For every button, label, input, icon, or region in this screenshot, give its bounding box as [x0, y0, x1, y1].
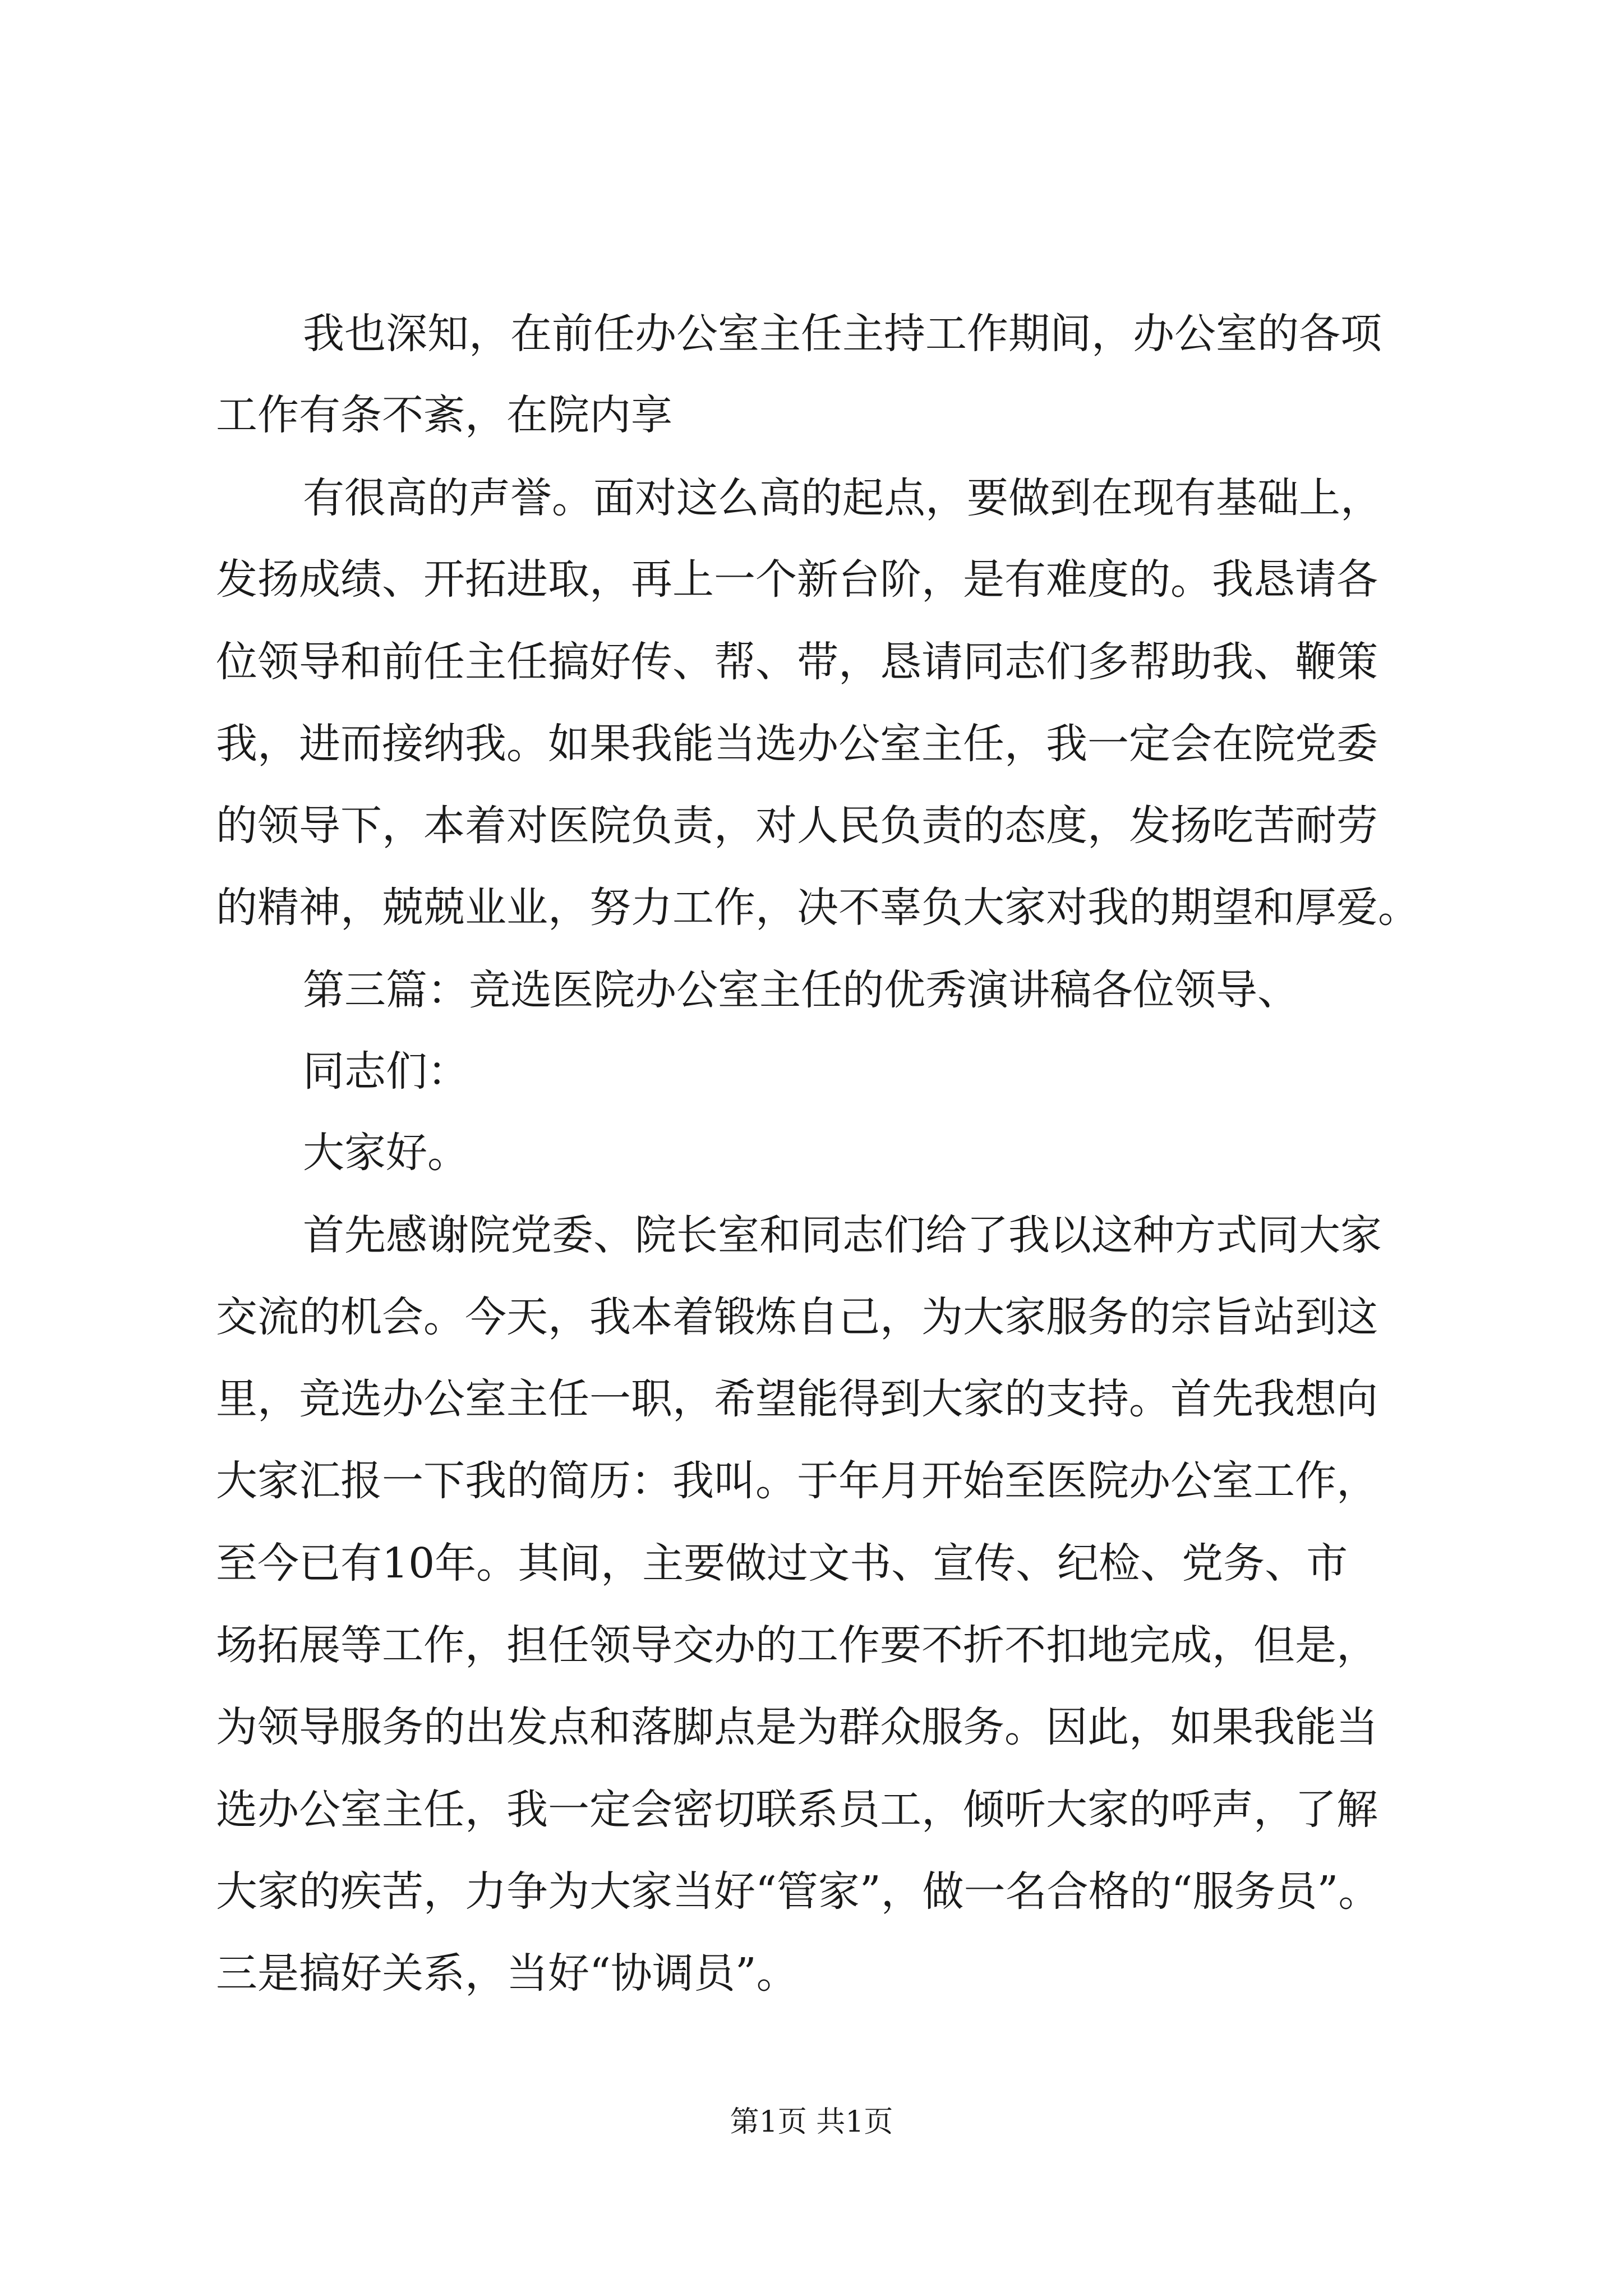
- paragraph-line: 有很高的声誉。面对这么高的起点，要做到在现有基础上，: [303, 474, 1382, 522]
- paragraph-line: 我，进而接纳我。如果我能当选办公室主任，我一定会在院党委: [216, 720, 1378, 768]
- page-footer: 第1页 共1页: [730, 2105, 893, 2139]
- paragraph-line: 大家汇报一下我的简历：我叫。于年月开始至医院办公室工作，: [216, 1457, 1378, 1505]
- paragraph-line: 交流的机会。今天，我本着锻炼自己，为大家服务的宗旨站到这: [216, 1293, 1378, 1341]
- paragraph-line: 选办公室主任，我一定会密切联系员工，倾听大家的呼声，了解: [216, 1786, 1378, 1834]
- greeting: 大家好。: [303, 1129, 469, 1177]
- paragraph-line: 首先感谢院党委、院长室和同志们给了我以这种方式同大家: [303, 1211, 1382, 1259]
- paragraph-line: 我也深知，在前任办公室主任主持工作期间，办公室的各项: [303, 310, 1382, 358]
- paragraph-line: 里，竞选办公室主任一职，希望能得到大家的支持。首先我想向: [216, 1375, 1378, 1423]
- section-heading: 第三篇：竞选医院办公室主任的优秀演讲稿各位领导、: [303, 966, 1299, 1014]
- paragraph-line: 三是搞好关系，当好“协调员”。: [216, 1949, 798, 1998]
- salutation: 同志们：: [303, 1047, 469, 1096]
- paragraph-line: 为领导服务的出发点和落脚点是为群众服务。因此，如果我能当: [216, 1703, 1378, 1751]
- paragraph-line: 至今已有10年。其间，主要做过文书、宣传、纪检、党务、市: [216, 1539, 1348, 1588]
- paragraph-line: 位领导和前任主任搞好传、帮、带，恳请同志们多帮助我、鞭策: [216, 638, 1378, 686]
- paragraph-line: 场拓展等工作，担任领导交办的工作要不折不扣地完成，但是，: [216, 1621, 1378, 1669]
- paragraph-line: 的领导下，本着对医院负责，对人民负责的态度，发扬吃苦耐劳: [216, 802, 1378, 850]
- paragraph-line: 工作有条不紊，在院内享: [216, 391, 672, 439]
- paragraph-line: 发扬成绩、开拓进取，再上一个新台阶，是有难度的。我恳请各: [216, 555, 1378, 604]
- paragraph-line: 的精神，兢兢业业，努力工作，决不辜负大家对我的期望和厚爱。: [216, 884, 1419, 932]
- paragraph-line: 大家的疾苦，力争为大家当好“管家”，做一名合格的“服务员”。: [216, 1867, 1380, 1916]
